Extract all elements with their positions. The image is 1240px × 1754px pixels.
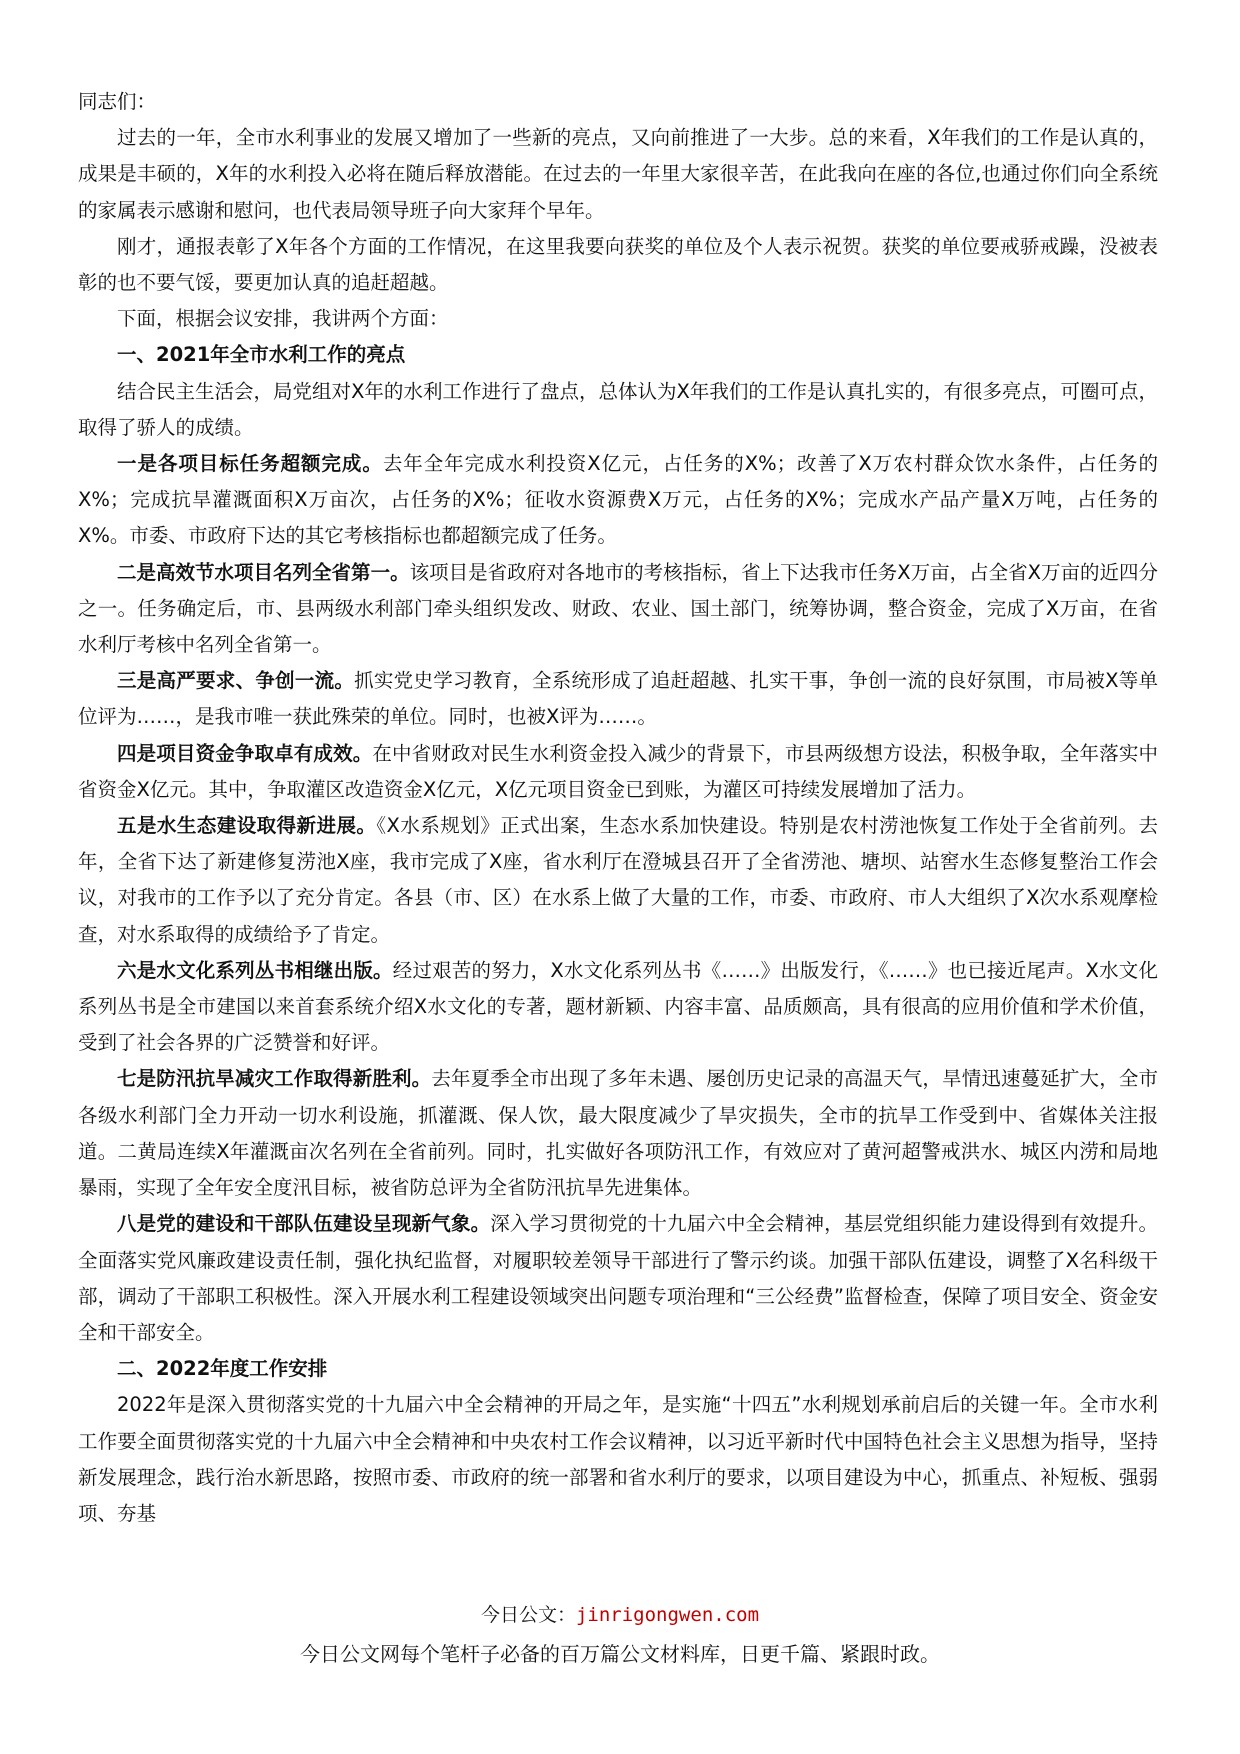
salutation: 同志们： bbox=[78, 90, 157, 113]
highlight-text: 《X水系规划》正式出案，生态水系加快建设。特别是农村涝池恢复工作处于全省前列。去年，全省下达了新建修复涝池X座，我市完成了X座，省水利厅在澄城县召开了全省涝池、塘坝、站窖水生态修复整治工作会议，对我市的工作予以了充分肯定。各县（市、区）在水系上做了大量的工作，市委、市政府、市人大组织了X次水系观摩检查，对水系取得的成绩给予了肯定。 bbox=[78, 814, 1158, 946]
intro-paragraph: 过去的一年，全市水利事业的发展又增加了一些新的亮点，又向前推进了一大步。总的来看，X年我们的工作是认真的，成果是丰硕的，X年的水利投入必将在随后释放潜能。在过去的一年里大家很辛苦，在此我向在座的各位,也通过你们向全系统的家属表示感谢和慰问，也代表局领导班子向大家拜个早年。 bbox=[78, 126, 1158, 222]
highlight-text: 经过艰苦的努力，X水文化系列丛书《……》出版发行，《……》也已接近尾声。X水文化系列丛书是全市建国以来首套系统介绍X水文化的专著，题材新颖、内容丰富、品质颇高，具有很高的应用价值和学术价值，受到了社会各界的广泛赞誉和好评。 bbox=[78, 958, 1159, 1055]
highlight-text: 抓实党史学习教育，全系统形成了追赶超越、扎实干事，争创一流的良好氛围，市局被X等单位评为……，是我市唯一获此殊荣的单位。同时，也被X评为……。 bbox=[78, 669, 1158, 729]
footer-slogan: 今日公文网每个笔杆子必备的百万篇公文材料库，日更千篇、紧跟时政。 bbox=[300, 1642, 940, 1666]
highlight-text: 深入学习贯彻党的十九届六中全会精神，基层党组织能力建设得到有效提升。全面落实党风廉政建设责任制，强化执纪监督，对履职较差领导干部进行了警示约谈。加强干部队伍建设，调整了X名科级干部，调动了干部职工积极性。深入开展水利工程建设领域突出问题专项治理和“三公经费”监督检查，保障了项目安全、资金安全和干部安全。 bbox=[78, 1212, 1159, 1344]
section-heading: 一、2021年全市水利工作的亮点 bbox=[117, 343, 406, 367]
highlight-lead: 三是高严要求、争创一流。 bbox=[117, 669, 355, 693]
section-heading: 二、2022年度工作安排 bbox=[117, 1357, 328, 1381]
highlight-lead: 四是项目资金争取卓有成效。 bbox=[117, 741, 373, 765]
highlight-text: 在中省财政对民生水利资金投入减少的背景下，市县两级想方设法，积极争取，全年落实中省资金X亿元。其中，争取灌区改造资金X亿元，X亿元项目资金已到账，为灌区可持续发展增加了活力。 bbox=[78, 741, 1158, 801]
highlight-paragraph bbox=[78, 555, 1158, 664]
section-paragraph: 2022年是深入贯彻落实党的十九届六中全会精神的开局之年，是实施“十四五”水利规划承前启后的关键一年。全市水利工作要全面贯彻落实党的十九届六中全会精神和中央农村工作会议精神，以习近平新时代中国特色社会主义思想为指导，坚持新发展理念，践行治水新思路，按照市委、市政府的统一部署和省水利厅的要求，以项目建设为中心，抓重点、补短板、强弱项、夯基 bbox=[78, 1393, 1158, 1525]
highlight-paragraph bbox=[78, 446, 1158, 555]
footer-brand-line bbox=[0, 1600, 1240, 1627]
highlight-paragraph bbox=[78, 1061, 1158, 1206]
highlight-text: 去年全年完成水利投资X亿元，占任务的X%；改善了X万农村群众饮水条件，占任务的X%；完成抗旱灌溉面积X万亩次，占任务的X%；征收水资源费X万元，占任务的X%；完成水产品产量X万吨，占任务的X%。市委、市政府下达的其它考核指标也都超额完成了任务。 bbox=[78, 452, 1158, 548]
highlight-paragraph bbox=[78, 736, 1158, 808]
highlight-lead: 七是防汛抗旱减灾工作取得新胜利。 bbox=[117, 1067, 432, 1091]
highlight-lead: 一是各项目标任务超额完成。 bbox=[117, 452, 383, 476]
highlight-paragraph bbox=[78, 1206, 1158, 1351]
highlight-lead: 二是高效节水项目名列全省第一。 bbox=[117, 560, 410, 584]
highlight-text: 该项目是省政府对各地市的考核指标，省上下达我市任务X万亩，占全省X万亩的近四分之一。任务确定后，市、县两级水利部门牵头组织发改、财政、农业、国土部门，统筹协调，整合资金，完成了X万亩，在省水利厅考核中名列全省第一。 bbox=[78, 560, 1158, 657]
intro-paragraph: 下面，根据会议安排，我讲两个方面： bbox=[117, 307, 449, 331]
highlight-paragraph bbox=[78, 953, 1158, 1062]
intro-paragraph: 刚才，通报表彰了X年各个方面的工作情况，在这里我要向获奖的单位及个人表示祝贺。获奖的单位要戒骄戒躁，没被表彰的也不要气馁，要更加认真的追赶超越。 bbox=[78, 234, 1158, 295]
highlight-paragraph bbox=[78, 808, 1158, 953]
highlight-lead: 八是党的建设和干部队伍建设呈现新气象。 bbox=[117, 1212, 491, 1236]
highlight-lead: 五是水生态建设取得新进展。 bbox=[117, 814, 377, 838]
highlight-lead: 六是水文化系列丛书相继出版。 bbox=[117, 958, 393, 982]
section-intro: 结合民主生活会，局党组对X年的水利工作进行了盘点，总体认为X年我们的工作是认真扎实的，有很多亮点，可圈可点，取得了骄人的成绩。 bbox=[78, 379, 1158, 439]
document-body bbox=[78, 84, 1158, 1532]
footer-site-link[interactable]: jinrigongwen.com bbox=[575, 1604, 760, 1626]
highlight-text: 去年夏季全市出现了多年未遇、屡创历史记录的高温天气，旱情迅速蔓延扩大，全市各级水利部门全力开动一切水利设施，抓灌溉、保人饮，最大限度减少了旱灾损失，全市的抗旱工作受到中、省媒体关注报道。二黄局连续X年灌溉亩次名列在全省前列。同时，扎实做好各项防汛工作，有效应对了黄河超警戒洪水、城区内涝和局地暴雨，实现了全年安全度汛目标，被省防总评为全省防汛抗旱先进集体。 bbox=[78, 1067, 1158, 1200]
footer-brand: 今日公文： bbox=[480, 1604, 576, 1626]
highlight-paragraph bbox=[78, 663, 1158, 735]
